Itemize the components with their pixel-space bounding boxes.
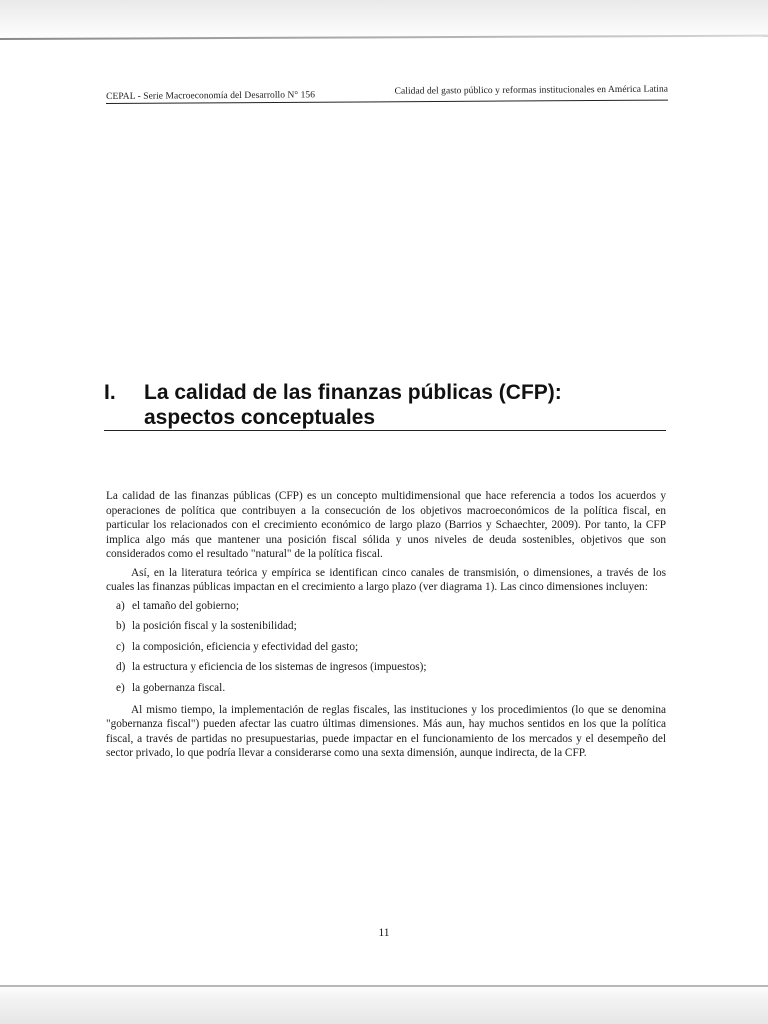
list-item — [116, 681, 666, 695]
list-item-text: la estructura y eficiencia de los sistemas de ingresos (impuestos); — [132, 661, 427, 673]
list-item-text: la posición fiscal y la sostenibilidad; — [132, 620, 297, 632]
paragraph-1: La calidad de las finanzas públicas (CFP) es un concepto multidimensional que hace referencia a todos los acuerdos y operaciones de política que contribuyen a la consecución de los objetivos macroeconómicos de la política fiscal, en particular los relacionados con el crecimiento económico de largo plazo (Barrios y Schaechter, 2009). Por tanto, la CFP implica algo más que mantener una posición fiscal sólida y unos niveles de deuda sostenibles, objetivos que son considerados como el resultado "natural" de la política fiscal. — [106, 490, 666, 560]
list-marker: b) — [116, 620, 126, 632]
list-marker: e) — [116, 681, 125, 694]
chapter-title-underline — [104, 430, 666, 431]
publication-title: Calidad del gasto público y reformas institucionales en América Latina — [394, 84, 669, 97]
list-marker: a) — [116, 599, 125, 612]
chapter-title-line-2: aspectos conceptuales — [144, 406, 376, 429]
list-item — [116, 640, 666, 654]
dimensions-list — [116, 599, 666, 695]
list-item-text: el tamaño del gobierno; — [132, 599, 239, 612]
series-label: CEPAL - Serie Macroeconomía del Desarrollo N° 156 — [106, 90, 316, 102]
paragraph-3: Al mismo tiempo, la implementación de reglas fiscales, las instituciones y los procedimientos (lo que se denomina "gobernanza fiscal") pueden afectar las cuatro últimas dimensiones. Más aun, hay muchos sentidos en los que la política fiscal, a través de partidas no presupuestarias, puede impactar en el funcionamiento de los mercados y el desempeño del sector privado, lo que podría llevar a considerarse como una sexta dimensión, aunque indirecta, de la CFP. — [106, 703, 666, 759]
scan-shadow-top — [0, 0, 768, 40]
scan-shadow-bottom — [0, 984, 768, 1024]
list-marker: c) — [116, 640, 125, 653]
chapter-title-line-1: La calidad de las finanzas públicas (CFP): — [144, 381, 562, 404]
scan-edge-bottom — [0, 985, 768, 987]
list-marker: d) — [116, 661, 126, 673]
list-item — [116, 619, 666, 633]
chapter-heading — [104, 380, 684, 430]
list-item-text: la gobernanza fiscal. — [132, 681, 226, 694]
list-item — [116, 599, 666, 613]
page-number: 11 — [378, 927, 390, 939]
list-item — [116, 660, 666, 674]
body-text — [106, 489, 666, 765]
chapter-number: I. — [104, 381, 116, 404]
paragraph-2: Así, en la literatura teórica y empírica se identifican cinco canales de transmisión, o dimensiones, a través de los cuales las finanzas públicas impactan en el crecimiento a largo plazo (ver diagrama 1). Las cinco dimensiones incluyen: — [106, 566, 666, 593]
list-item-text: la composición, eficiencia y efectividad del gasto; — [132, 640, 359, 653]
